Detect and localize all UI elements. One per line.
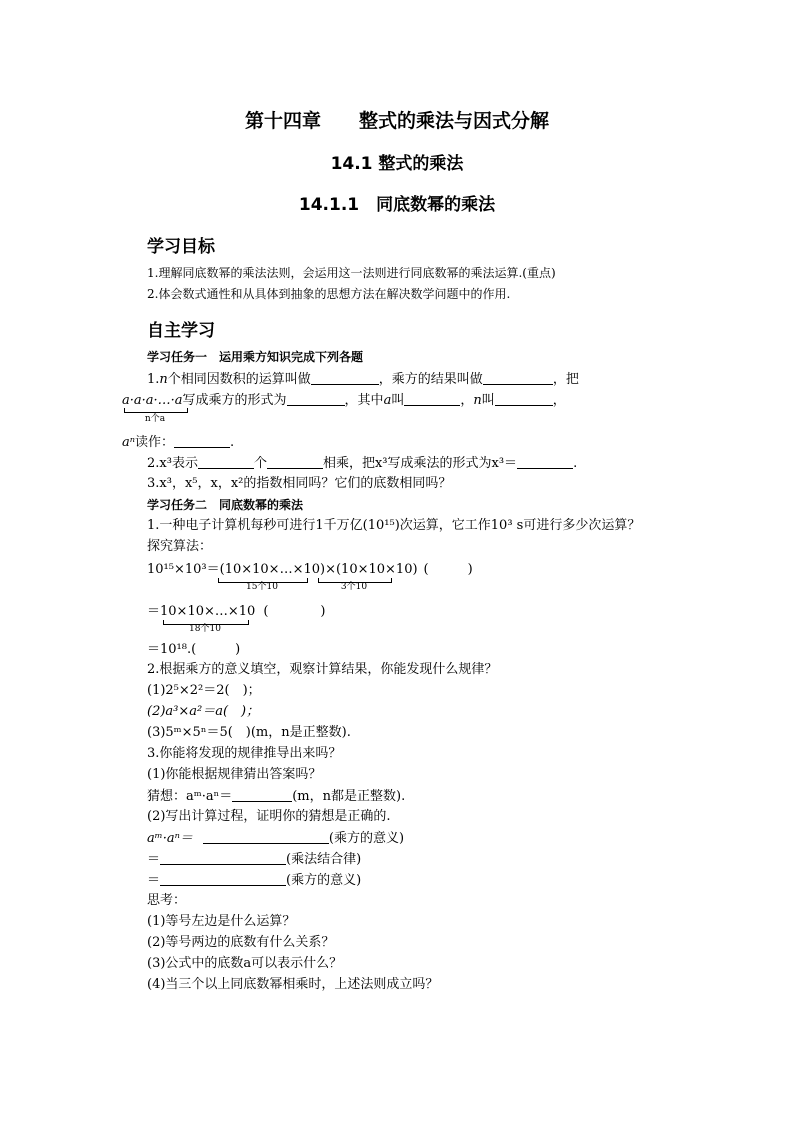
text: 叫 <box>391 393 405 408</box>
text: ， <box>552 393 566 408</box>
blank-product-form[interactable] <box>517 455 573 469</box>
eq2-equals: ＝ <box>147 604 161 619</box>
blank-guess[interactable] <box>232 788 292 802</box>
guess-line <box>147 788 405 805</box>
proof1-lhs: aᵐ·aⁿ＝ <box>147 831 193 846</box>
task2-q2-1: (1)2⁵×2²＝2( )； <box>147 683 261 698</box>
blank-operation-name[interactable] <box>311 371 379 385</box>
proof-line-2 <box>147 851 361 868</box>
task2-explore: 探究算法： <box>147 539 213 554</box>
blank-factor[interactable] <box>267 455 323 469</box>
text: ， <box>460 393 474 408</box>
task1-q3: 3.x³，x⁵，x，x²的指数相同吗？它们的底数相同吗？ <box>147 476 452 491</box>
eq1-product-3: (10×10×10) <box>335 562 418 577</box>
chapter-title: 第十四章 整式的乘法与因式分解 <box>244 110 549 132</box>
task1-q1-line1 <box>147 371 579 388</box>
proof-line-3 <box>147 872 361 889</box>
task2-q3-1: (1)你能根据规律猜出答案吗？ <box>147 767 322 782</box>
text: 写成乘方的形式为 <box>182 393 287 408</box>
text: 读作： <box>135 435 175 450</box>
brace-label-n-a: n个a <box>144 414 166 424</box>
text: 个相同因数积的运算叫做 <box>167 372 311 387</box>
var-a: a <box>383 393 392 408</box>
task2-q2-2: (2)a³×a²＝a( )； <box>147 704 260 719</box>
text: 个 <box>253 456 267 471</box>
brace-label-18: 18个10 <box>189 624 221 634</box>
section-title: 14.1 整式的乘法 <box>330 154 464 174</box>
text: ，把 <box>552 372 579 387</box>
blank-a-name[interactable] <box>404 392 460 406</box>
eq2-product-18: 10×10×…×10 <box>160 604 256 619</box>
a-pow-n: aⁿ <box>122 435 136 450</box>
goal-item-1: 1.理解同底数幂的乘法法则，会运用这一法则进行同底数幂的乘法运算.(重点) <box>147 266 556 280</box>
eq1-reason[interactable]: ( ) <box>423 562 473 577</box>
proof2-eq: ＝ <box>147 852 161 867</box>
self-study-heading: 自主学习 <box>147 321 215 341</box>
text: 2.x³表示 <box>147 456 198 471</box>
text: ，乘方的结果叫做 <box>378 372 483 387</box>
proof2-reason: (乘法结合律) <box>286 852 362 867</box>
equation-2 <box>147 604 325 620</box>
blank-result-name[interactable] <box>483 371 553 385</box>
guess-text: 猜想：aᵐ·aⁿ＝ <box>147 789 233 804</box>
think-item-4: (4)当三个以上同底数幂相乘时，上述法则成立吗？ <box>147 977 439 992</box>
think-label: 思考： <box>147 893 187 908</box>
blank-power-form[interactable] <box>287 392 345 406</box>
equation-3: ＝10¹⁸.( ) <box>147 642 241 657</box>
eq1-times: × <box>325 562 336 577</box>
blank-proof-2[interactable] <box>160 851 286 865</box>
task1-q1-line2 <box>122 392 566 409</box>
task2-q3-2: (2)写出计算过程，证明你的猜想是正确的. <box>147 809 391 824</box>
goal-item-2: 2.体会数式通性和从具体到抽象的思想方法在解决数学问题中的作用. <box>147 287 511 301</box>
var-n: n <box>159 372 168 387</box>
blank-proof-3[interactable] <box>160 872 286 886</box>
blank-proof-1[interactable] <box>203 830 329 844</box>
eq1-lhs: 10¹⁵×10³＝ <box>147 562 220 577</box>
eq2-reason[interactable]: ( ) <box>263 604 326 619</box>
task2-q3: 3.你能将发现的规律推导出来吗？ <box>147 746 342 761</box>
task2-title: 学习任务二 同底数幂的乘法 <box>147 498 304 512</box>
guess-cond: (m，n都是正整数). <box>292 789 406 804</box>
goals-heading: 学习目标 <box>147 237 215 257</box>
brace-n-a <box>124 408 188 413</box>
product-expression: a·a·a·…·a <box>122 393 183 408</box>
blank-count[interactable] <box>198 455 254 469</box>
var-n: n <box>473 393 482 408</box>
text: . <box>230 435 235 450</box>
equation-1 <box>147 562 473 578</box>
brace-label-3: 3个10 <box>340 582 368 592</box>
blank-reading[interactable] <box>174 434 230 448</box>
task1-q2 <box>147 455 577 472</box>
task2-q2-3: (3)5ᵐ×5ⁿ＝5( )(m，n是正整数). <box>147 725 351 740</box>
think-item-3: (3)公式中的底数a可以表示什么？ <box>147 956 343 971</box>
proof1-reason: (乘方的意义) <box>328 831 405 846</box>
eq1-product-15: (10×10×…×10) <box>219 562 326 577</box>
task1-title: 学习任务一 运用乘方知识完成下列各题 <box>147 350 364 364</box>
task2-q1: 1.一种电子计算机每秒可进行1千万亿(10¹⁵)次运算，它工作10³ s可进行多少次运算？ <box>147 518 641 533</box>
subsection-title: 14.1.1 同底数幂的乘法 <box>298 195 496 215</box>
proof3-eq: ＝ <box>147 873 161 888</box>
think-item-1: (1)等号左边是什么运算？ <box>147 914 296 929</box>
think-item-2: (2)等号两边的底数有什么关系？ <box>147 935 335 950</box>
text: 1. <box>147 372 160 387</box>
blank-n-name[interactable] <box>495 392 553 406</box>
text: . <box>573 456 578 471</box>
proof3-reason: (乘方的意义) <box>286 873 362 888</box>
brace-label-15: 15个10 <box>246 582 278 592</box>
text: 相乘，把x³写成乘法的形式为x³＝ <box>322 456 518 471</box>
text: ，其中 <box>344 393 384 408</box>
proof-line-1 <box>147 830 404 847</box>
task1-q1-line3 <box>122 434 234 451</box>
task2-q2: 2.根据乘方的意义填空，观察计算结果，你能发现什么规律？ <box>147 662 498 677</box>
text: 叫 <box>481 393 495 408</box>
